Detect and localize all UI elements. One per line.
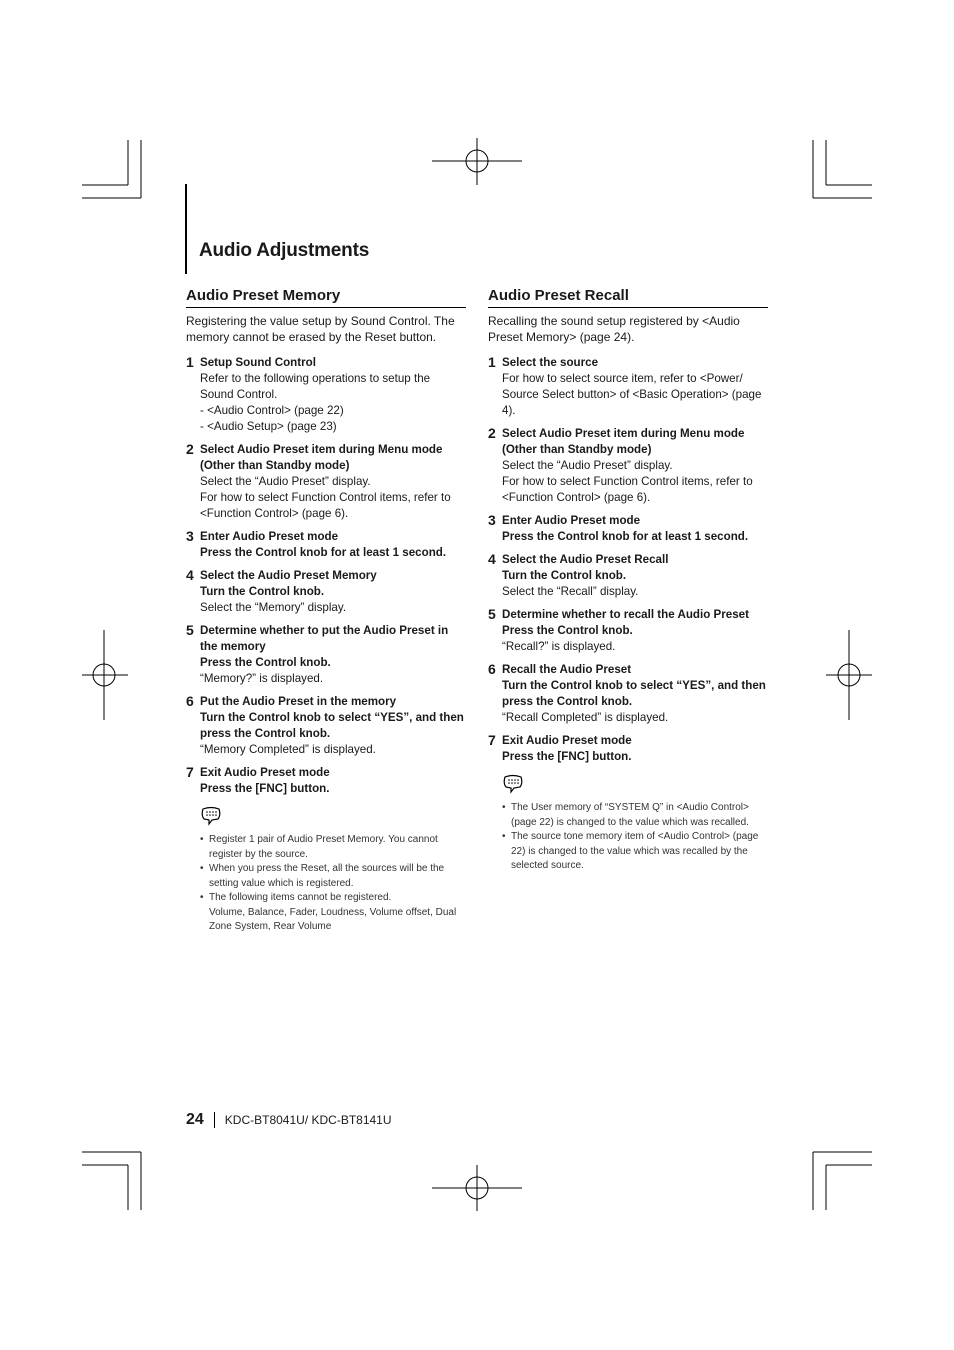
step-1 (186, 355, 466, 435)
step-action: Press the Control knob. (200, 656, 331, 669)
step-5 (186, 623, 466, 687)
step-heading: Enter Audio Preset mode (200, 530, 339, 543)
step-number: 5 (186, 622, 194, 638)
step-number: 1 (488, 354, 496, 370)
step-action: Turn the Control knob. (502, 569, 627, 582)
step-3 (488, 513, 768, 545)
step-7 (488, 733, 768, 765)
note-item: • Register 1 pair of Audio Preset Memory. You cannot register by the source. (200, 833, 466, 862)
step-list (488, 355, 768, 765)
step-description: “Memory Completed” is displayed. (200, 743, 376, 756)
step-description: - <Audio Control> (page 22) (200, 404, 344, 417)
step-description: For how to select source item, refer to <Power/ Source Select button> of <Basic Operation> (page 4). (502, 372, 762, 417)
notes-list (186, 833, 466, 935)
step-action: Turn the Control knob to select “YES”, and then press the Control knob. (502, 679, 766, 708)
note-item: • The source tone memory item of <Audio Control> (page 22) is changed to the value which was recalled by the selected source. (502, 830, 768, 874)
step-action: Press the Control knob for at least 1 second. (200, 546, 447, 559)
page-number: 24 (186, 1111, 204, 1128)
step-heading: Enter Audio Preset mode (502, 514, 641, 527)
step-action: Press the [FNC] button. (502, 750, 632, 763)
step-description: “Recall?” is displayed. (502, 640, 616, 653)
step-5 (488, 607, 768, 655)
step-heading: Select the Audio Preset Memory (200, 569, 377, 582)
section-audio-preset-memory (186, 286, 466, 935)
step-description: Refer to the following operations to setup the Sound Control. (200, 372, 431, 401)
page-footer (186, 1111, 392, 1129)
section-intro: Registering the value setup by Sound Control. The memory cannot be erased by the Reset button. (186, 314, 455, 344)
note-item: • The User memory of “SYSTEM Q” in <Audio Control> (page 22) is changed to the value which was recalled. (502, 801, 768, 830)
step-number: 1 (186, 354, 194, 370)
step-description: Select the “Recall” display. (502, 585, 639, 598)
step-2 (186, 442, 466, 522)
step-description: Select the “Memory” display. (200, 601, 347, 614)
step-6 (488, 662, 768, 726)
step-action: Turn the Control knob to select “YES”, and then press the Control knob. (200, 711, 464, 740)
step-1 (488, 355, 768, 419)
step-4 (488, 552, 768, 600)
step-description: For how to select Function Control items, refer to <Function Control> (page 6). (502, 475, 753, 504)
footer-divider (214, 1112, 215, 1128)
step-heading: Recall the Audio Preset (502, 663, 632, 676)
note-icon (502, 774, 524, 794)
step-description: - <Audio Setup> (page 23) (200, 420, 337, 433)
step-number: 4 (488, 551, 496, 567)
step-2 (488, 426, 768, 506)
step-heading: Setup Sound Control (200, 356, 316, 369)
note-item: • When you press the Reset, all the sources will be the setting value which is registered. (200, 862, 466, 891)
step-action: Press the Control knob for at least 1 second. (502, 530, 749, 543)
step-number: 4 (186, 567, 194, 583)
step-number: 6 (186, 693, 194, 709)
step-6 (186, 694, 466, 758)
model-name: KDC-BT8041U/ KDC-BT8141U (224, 1113, 392, 1127)
step-number: 5 (488, 606, 496, 622)
step-number: 2 (488, 425, 496, 441)
step-action: Press the [FNC] button. (200, 782, 330, 795)
step-heading: Determine whether to put the Audio Preset in the memory (200, 624, 449, 653)
step-heading: Exit Audio Preset mode (200, 766, 330, 779)
step-action: Press the Control knob. (502, 624, 633, 637)
section-heading: Audio Preset Recall (488, 286, 768, 308)
step-7 (186, 765, 466, 797)
note-icon (200, 806, 222, 826)
step-number: 2 (186, 441, 194, 457)
step-action: Turn the Control knob. (200, 585, 325, 598)
step-heading: Determine whether to recall the Audio Preset (502, 608, 749, 621)
step-number: 7 (186, 764, 194, 780)
step-heading: Select Audio Preset item during Menu mode (Other than Standby mode) (200, 443, 443, 472)
section-intro: Recalling the sound setup registered by <Audio Preset Memory> (page 24). (488, 314, 740, 344)
section-heading: Audio Preset Memory (186, 286, 466, 308)
step-description: “Memory?” is displayed. (200, 672, 324, 685)
step-4 (186, 568, 466, 616)
step-heading: Put the Audio Preset in the memory (200, 695, 397, 708)
notes-list (488, 801, 768, 874)
step-heading: Select Audio Preset item during Menu mode (Other than Standby mode) (502, 427, 745, 456)
section-audio-preset-recall (488, 286, 768, 874)
step-number: 7 (488, 732, 496, 748)
step-description: Select the “Audio Preset” display. (502, 459, 673, 472)
step-heading: Select the Audio Preset Recall (502, 553, 669, 566)
step-heading: Select the source (502, 356, 599, 369)
step-3 (186, 529, 466, 561)
step-description: For how to select Function Control items, refer to <Function Control> (page 6). (200, 491, 451, 520)
page-title: Audio Adjustments (199, 240, 370, 261)
step-number: 3 (488, 512, 496, 528)
step-heading: Exit Audio Preset mode (502, 734, 632, 747)
step-number: 6 (488, 661, 496, 677)
step-list (186, 355, 466, 797)
note-item: • The following items cannot be registered. Volume, Balance, Fader, Loudness, Volume offset, Dual Zone System, Rear Volume (200, 891, 466, 935)
step-number: 3 (186, 528, 194, 544)
step-description: Select the “Audio Preset” display. (200, 475, 371, 488)
title-rule (185, 184, 187, 274)
step-description: “Recall Completed” is displayed. (502, 711, 669, 724)
